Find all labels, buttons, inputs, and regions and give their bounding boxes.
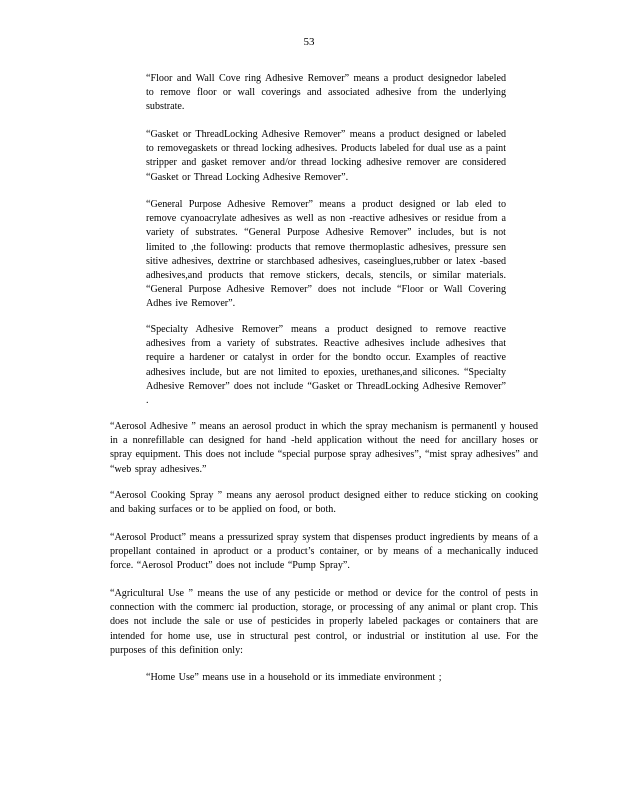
definition-aerosol-adhesive: “Aerosol Adhesive ” means an aerosol product in which the spray mechanism is permanentl y housed in a nonrefillable can designed for hand -held application without the need for ancillary hoses or spray equipment. This does not include “special purpose spray adhesives”, “mist spray adhesives” and “web spray adhesives.”: [110, 421, 538, 475]
definition-floor-wall-covering-adhesive-remover: “Floor and Wall Cove ring Adhesive Remover” means a product designedor labeled to remove floor or wall coverings and associated adhesive from the underlying substrate.: [146, 73, 506, 113]
definition-home-use: “Home Use” means use in a household or its immediate environment ;: [146, 672, 442, 683]
definition-aerosol-product: “Aerosol Product” means a pressurized spray system that dispenses product ingredients by means of a propellant contained in aproduct or a product’s container, or by means of a mechanically induced force. “Aerosol Product” does not include “Pump Spray”.: [110, 532, 538, 572]
definition-gasket-threadlocking-adhesive-remover: “Gasket or ThreadLocking Adhesive Remover” means a product designed or labeled to removegaskets or thread locking adhesives. Products labeled for dual use as a paint stripper and gasket remover and/or thread locking adhesive remover are considered “Gasket or Thread Locking Adhesive Remover”.: [146, 129, 506, 183]
definition-specialty-adhesive-remover: “Specialty Adhesive Remover” means a product designed to remove reactive adhesives from a variety of substrates. Reactive adhesives include adhesives that require a hardener or catalyst in order for the bondto occur. Examples of reactive adhesives include, but are not limited to epoxies, urethanes,and silicones. “Specialty Adhesive Remover” does not include “Gasket or ThreadLocking Adhesive Remover” .: [146, 324, 506, 407]
definition-aerosol-cooking-spray: “Aerosol Cooking Spray ” means any aerosol product designed either to reduce sticking on cooking and baking surfaces or to be applied on food, or both.: [110, 490, 538, 516]
definition-general-purpose-adhesive-remover: “General Purpose Adhesive Remover” means a product designed or lab eled to remove cyanoacrylate adhesives as well as non -reactive adhesives or residue from a variety of substrates. “General Purpose Adhesive Remover” includes, but is not limited to ,the following: products that remove thermoplastic adhesives, pressure sen sitive adhesives, dextrine or starchbased adhesives, caseinglues,rubber or latex -based adhesives,and products that remove stickers, decals, stencils, or similar materials. “General Purpose Adhesive Remover” does not include “Floor or Wall Covering Adhes ive Remover”.: [146, 199, 506, 310]
definition-agricultural-use: “Agricultural Use ” means the use of any pesticide or method or device for the control of pests in connection with the commerc ial production, storage, or processing of any animal or plant crop. This does not include the sale or use of pesticides in properly labeled packages or containers that are intended for home use, use in structural pest control, or industrial or institution al use. For the purposes of this definition only:: [110, 588, 538, 656]
page-number: 53: [303, 36, 315, 48]
